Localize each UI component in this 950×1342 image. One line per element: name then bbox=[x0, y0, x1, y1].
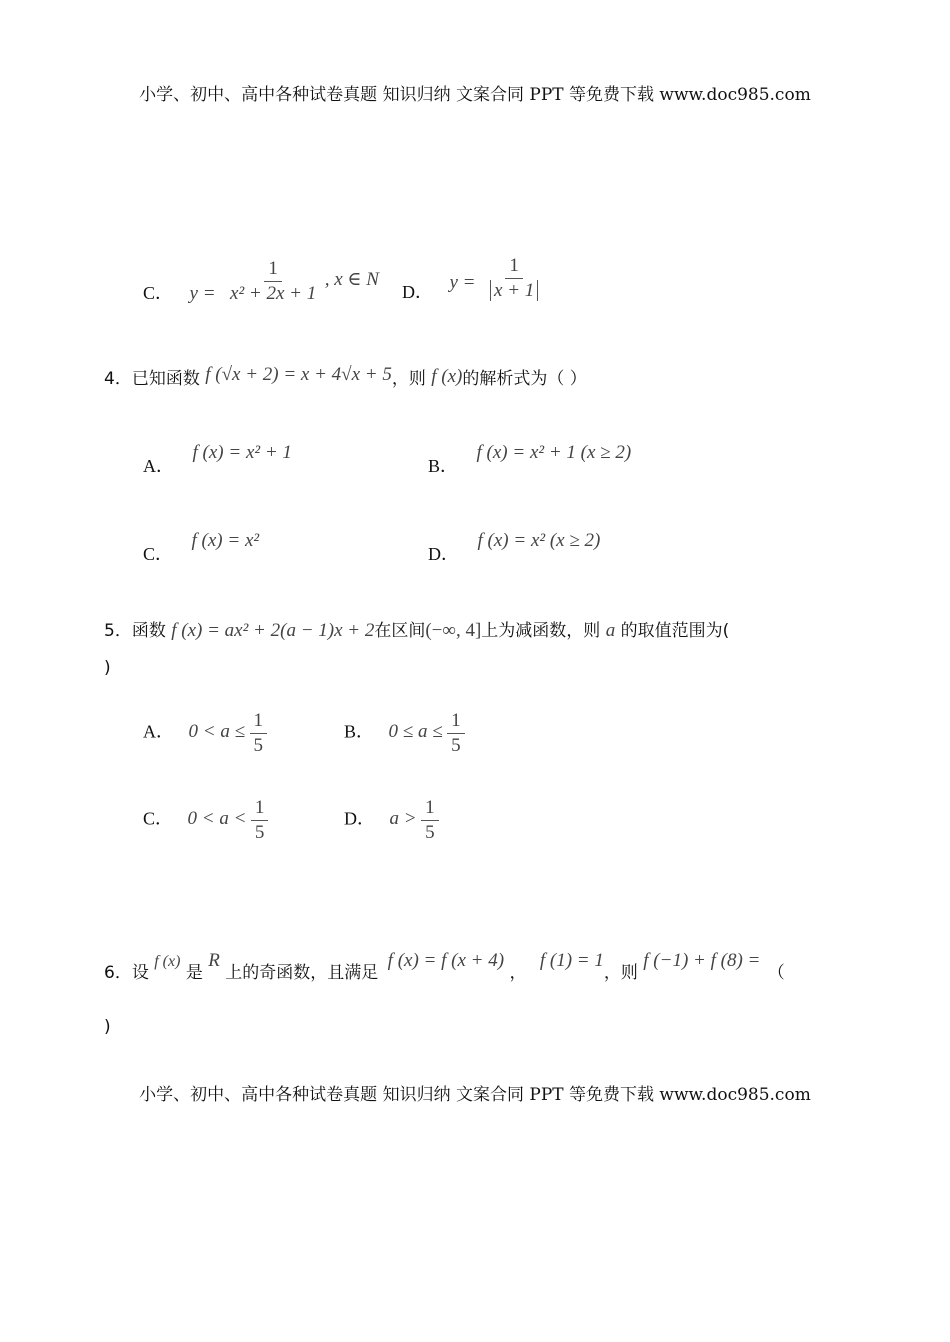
q6-stem bbox=[104, 950, 785, 984]
q5-number: 5． bbox=[104, 621, 132, 641]
q5-text-d: 的取值范围为( bbox=[620, 621, 730, 641]
q5-option-d-fraction bbox=[421, 797, 439, 844]
q6-set-r: R bbox=[208, 950, 220, 971]
q4-option-a-label: A． bbox=[143, 456, 174, 476]
q5-option-b-fraction bbox=[447, 710, 465, 757]
q5-option-d-num: 1 bbox=[421, 797, 439, 821]
q5-close-paren: ) bbox=[104, 658, 111, 678]
q4-option-c-expr: f (x) = x² bbox=[191, 530, 260, 551]
q5-option-a-label: A． bbox=[143, 721, 174, 742]
q5-option-b-pre: 0 ≤ a ≤ bbox=[388, 721, 443, 743]
q5-option-d-label: D． bbox=[344, 808, 375, 829]
q5-interval: (−∞, 4] bbox=[425, 620, 482, 641]
q5-text-b: 在区间 bbox=[374, 621, 426, 641]
q5-option-c bbox=[143, 797, 268, 844]
q5-option-c-pre: 0 < a < bbox=[187, 808, 247, 830]
q4-option-b-label: B． bbox=[428, 456, 459, 476]
page-footer: 小学、初中、高中各种试卷真题 知识归纳 文案合同 PPT 等免费下载 www.doc985.com bbox=[139, 1085, 811, 1105]
q3-option-d-fraction bbox=[486, 255, 542, 302]
q5-option-c-num: 1 bbox=[251, 797, 269, 821]
q6-fx: f (x) bbox=[154, 953, 181, 970]
q5-function: f (x) = ax² + 2(a − 1)x + 2 bbox=[171, 620, 375, 641]
q6-text-c: 上的奇函数，且满足 bbox=[225, 963, 379, 983]
q4-option-c-label: C． bbox=[143, 544, 174, 564]
q5-option-c-label: C． bbox=[143, 808, 174, 829]
q6-open-paren: （ bbox=[767, 963, 785, 983]
q3-option-d bbox=[402, 255, 542, 302]
q5-option-a-pre: 0 < a ≤ bbox=[188, 721, 245, 743]
q6-number: 6． bbox=[104, 963, 132, 983]
q5-option-c-den: 5 bbox=[254, 821, 265, 843]
q6-expression: f (−1) + f (8) = bbox=[643, 950, 761, 971]
q5-option-a-den: 5 bbox=[253, 734, 263, 756]
q3-option-c-denominator: x² + 2x + 1 bbox=[230, 282, 317, 304]
q6-close-paren: ) bbox=[104, 1017, 111, 1037]
q5-option-b bbox=[344, 710, 465, 757]
q5-stem bbox=[104, 616, 729, 642]
q4-text-c: 的解析式为（ ） bbox=[462, 369, 587, 389]
q3-option-c-fraction bbox=[226, 258, 320, 305]
q5-option-d bbox=[344, 797, 439, 844]
q3-option-d-numerator: 1 bbox=[505, 255, 523, 279]
q5-option-c-fraction bbox=[251, 797, 269, 844]
q3-option-d-lhs: y = bbox=[449, 272, 476, 294]
q4-option-d-expr: f (x) = x² (x ≥ 2) bbox=[477, 530, 601, 551]
q3-option-c-tail: , x ∈ N bbox=[324, 269, 379, 291]
q5-option-d-pre: a > bbox=[389, 808, 417, 830]
q4-option-d-label: D． bbox=[428, 544, 459, 564]
q4-option-c bbox=[143, 526, 260, 564]
q6-text-d: ，则 bbox=[603, 963, 638, 983]
q6-condition-periodic: f (x) = f (x + 4) bbox=[387, 950, 505, 971]
q5-text-a: 函数 bbox=[131, 621, 166, 641]
q4-fx: f (x) bbox=[431, 366, 463, 387]
q6-text-a: 设 bbox=[131, 963, 149, 983]
q5-option-b-label: B． bbox=[344, 721, 375, 742]
q5-option-a bbox=[143, 710, 267, 757]
q5-option-d-den: 5 bbox=[425, 821, 435, 843]
q5-option-a-fraction bbox=[250, 710, 268, 757]
page-header: 小学、初中、高中各种试卷真题 知识归纳 文案合同 PPT 等免费下载 www.doc985.com bbox=[139, 85, 811, 105]
q4-stem bbox=[104, 364, 587, 390]
q3-option-c-label: C． bbox=[143, 283, 174, 304]
q6-text-b: 是 bbox=[185, 963, 203, 983]
q4-option-a-expr: f (x) = x² + 1 bbox=[192, 442, 292, 463]
q5-variable: a bbox=[605, 620, 616, 641]
q4-given-function: f (√x + 2) = x + 4√x + 5 bbox=[205, 364, 392, 385]
q5-text-c: 上为减函数，则 bbox=[481, 621, 601, 641]
q4-text-b: ，则 bbox=[391, 369, 426, 389]
q3-option-d-label: D． bbox=[402, 282, 433, 303]
q5-option-a-num: 1 bbox=[250, 710, 268, 734]
q3-option-c bbox=[143, 258, 379, 305]
q3-option-d-denominator: x + 1 bbox=[490, 280, 538, 301]
q4-number: 4． bbox=[104, 369, 132, 389]
q4-option-b bbox=[428, 438, 632, 476]
q5-option-b-num: 1 bbox=[447, 710, 465, 734]
q4-option-b-expr: f (x) = x² + 1 (x ≥ 2) bbox=[476, 442, 632, 463]
q5-option-b-den: 5 bbox=[451, 734, 461, 756]
q6-comma: ， bbox=[509, 963, 527, 983]
q3-option-c-numerator: 1 bbox=[264, 258, 282, 282]
q6-condition-value: f (1) = 1 bbox=[539, 950, 604, 971]
q4-option-d bbox=[428, 526, 601, 564]
q4-option-a bbox=[143, 438, 292, 476]
q3-option-c-lhs: y = bbox=[189, 283, 216, 305]
q4-text-a: 已知函数 bbox=[131, 369, 200, 389]
